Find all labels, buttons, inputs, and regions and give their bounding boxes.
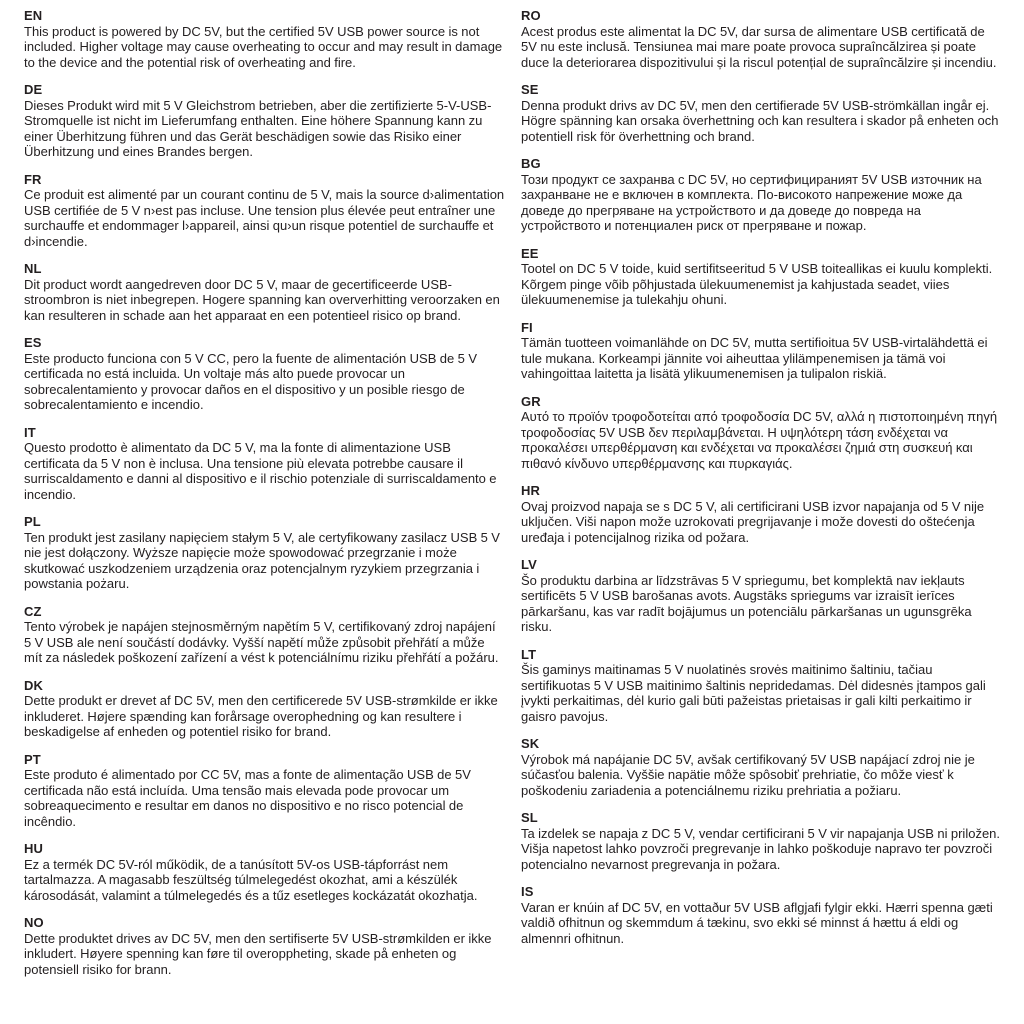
language-text-de: Dieses Produkt wird mit 5 V Gleichstrom betrieben, aber die zertifizierte 5-V-USB-Stromquelle ist nicht im Lieferumfang enthalten. Eine höhere Spannung kann zu einer Überhitzung führen und das Gerät beschädigen sowie das Risiko einer Überhitzung und eines Brandes bergen. bbox=[24, 97, 492, 159]
language-section-fi bbox=[521, 320, 1002, 382]
language-code-lv: LV bbox=[521, 557, 537, 572]
language-code-se: SE bbox=[521, 82, 539, 97]
language-section-ee bbox=[521, 246, 1002, 308]
language-section-en bbox=[24, 8, 505, 70]
language-code-no: NO bbox=[24, 915, 44, 930]
language-code-fi: FI bbox=[521, 319, 533, 335]
language-code-it: IT bbox=[24, 424, 36, 440]
language-section-pl bbox=[24, 514, 505, 592]
language-text-sl: Ta izdelek se napaja z DC 5 V, vendar certificirani 5 V vir napajanja USB ni priložen. Višja napetost lahko povzroči pregrevanje in lahko poškoduje napravo ter povzroči potencialno nevarnost pregrevanja in požara. bbox=[521, 825, 1001, 872]
language-text-is: Varan er knúin af DC 5V, en vottaður 5V USB aflgjafi fylgir ekki. Hærri spenna gæti valdið ofhitnun og skemmdum á tækinu, svo ekki sé minnst á hættu á eldi og almennri ofhitnun. bbox=[521, 899, 993, 946]
language-text-no: Dette produktet drives av DC 5V, men den sertifiserte 5V USB-strømkilden er ikke inkludert. Høyere spenning kan føre til overoppheting, skade på enheten og potensiell risiko for brann. bbox=[24, 930, 492, 977]
language-section-cz bbox=[24, 604, 505, 666]
language-section-nl bbox=[24, 261, 505, 323]
language-text-nl: Dit product wordt aangedreven door DC 5 V, maar de gecertificeerde USB-stroombron is niet inbegrepen. Hogere spanning kan oververhitting veroorzaken en kan resulteren in schade aan het apparaat en een potentieel risico op brand. bbox=[24, 276, 500, 323]
language-section-hu bbox=[24, 841, 505, 903]
language-section-pt bbox=[24, 752, 505, 830]
language-section-hr bbox=[521, 483, 1002, 545]
language-section-no bbox=[24, 915, 505, 977]
language-code-fr: FR bbox=[24, 171, 42, 187]
language-section-it bbox=[24, 425, 505, 503]
language-code-pl: PL bbox=[24, 514, 41, 529]
language-code-cz: CZ bbox=[24, 603, 42, 619]
language-text-ee: Tootel on DC 5 V toide, kuid sertifitseeritud 5 V USB toiteallikas ei kuulu komplekti. Kõrgem pinge võib põhjustada ülekuumenemist ja kahjustada seadet, viies ülekuumenemise ja tulekahju ohuni. bbox=[521, 261, 993, 307]
language-code-sk: SK bbox=[521, 736, 540, 751]
language-code-lt: LT bbox=[521, 646, 537, 662]
language-text-lv: Šo produktu darbina ar līdzstrāvas 5 V spriegumu, bet komplektā nav iekļauts sertificēts 5 V USB barošanas avots. Augstāks spriegums var izraisīt ierīces pārkaršanu, kas var radīt bojājumus un potenciālu pārkaršanas un ugunsgrēka risku. bbox=[521, 572, 972, 634]
language-text-pt: Este produto é alimentado por CC 5V, mas a fonte de alimentação USB de 5V certificada não está incluída. Uma tensão mais elevada pode provocar um sobreaquecimento e resultar em danos no dispositivo e no risco potencial de incêndio. bbox=[24, 767, 471, 829]
language-text-it: Questo prodotto è alimentato da DC 5 V, ma la fonte di alimentazione USB certificata da 5 V non è inclusa. Una tensione più elevata potrebbe causare il surriscaldamento e danni al dispositivo e il rischio potenziale di surriscaldamento e incendio. bbox=[24, 440, 497, 502]
language-section-is bbox=[521, 884, 1002, 946]
language-text-fr: Ce produit est alimenté par un courant continu de 5 V, mais la source d›alimentation USB certifiée de 5 V n›est pas incluse. Une tension plus élevée peut entraîner une surchauffe et endommager l›appareil, ainsi qu›un risque potentiel de surchauffe et d›incendie. bbox=[24, 187, 505, 249]
language-code-pt: PT bbox=[24, 751, 41, 767]
language-section-lt bbox=[521, 647, 1002, 725]
language-code-hr: HR bbox=[521, 483, 540, 498]
left-column bbox=[24, 8, 505, 1018]
language-code-hu: HU bbox=[24, 841, 43, 856]
language-code-de: DE bbox=[24, 82, 43, 97]
language-section-se bbox=[521, 82, 1002, 144]
language-text-en: This product is powered by DC 5V, but the certified 5V USB power source is not included. Higher voltage may cause overheating to occur and may result in damage to the device and the potential risk of overheating and fire. bbox=[24, 23, 503, 70]
language-text-cz: Tento výrobek je napájen stejnosměrným napětím 5 V, certifikovaný zdroj napájení 5 V USB ale není součástí dodávky. Vyšší napětí může způsobit přehřátí a může mít za následek poškození zařízení a vést k potenciálnímu riziku přehřátí a požáru. bbox=[24, 619, 499, 665]
language-code-gr: GR bbox=[521, 393, 541, 409]
language-code-ro: RO bbox=[521, 8, 541, 23]
language-section-ro bbox=[521, 8, 1002, 70]
language-text-gr: Αυτό το προϊόν τροφοδοτείται από τροφοδοσία DC 5V, αλλά η πιστοποιημένη πηγή τροφοδοσίας 5V USB δεν περιλαμβάνεται. Η υψηλότερη τάση ενδέχεται να προκαλέσει υπερθέρμανση και ενδέχεται να προκαλέσει ζημιά στη συσκευή και πιθανό κίνδυνο υπερθέρμανσης και πυρκαγιάς. bbox=[521, 409, 998, 471]
language-text-se: Denna produkt drivs av DC 5V, men den certifierade 5V USB-strömkällan ingår ej. Högre spänning kan orsaka överhettning och kan resultera i skador på enheten och potentiell risk för överhettning och brand. bbox=[521, 97, 999, 144]
right-column bbox=[521, 8, 1002, 1018]
language-code-en: EN bbox=[24, 8, 43, 23]
language-text-fi: Tämän tuotteen voimanlähde on DC 5V, mutta sertifioitua 5V USB-virtalähdettä ei tule mukana. Korkeampi jännite voi aiheuttaa ylilämpenemisen ja tämä voi vahingoittaa laitetta ja lisätä ylikuumenemisen ja tulipalon riskiä. bbox=[521, 335, 988, 381]
language-text-pl: Ten produkt jest zasilany napięciem stałym 5 V, ale certyfikowany zasilacz USB 5 V nie jest dołączony. Wyższe napięcie może spowodować przegrzanie i może skutkować uszkodzeniem urządzenia oraz potencjalnym ryzykiem przegrzania i powstania pożaru. bbox=[24, 529, 500, 591]
language-section-fr bbox=[24, 172, 505, 250]
language-text-dk: Dette produkt er drevet af DC 5V, men den certificerede 5V USB-strømkilde er ikke inkluderet. Højere spænding kan forårsage overophedning og kan resultere i beskadigelse af enheden og potentiel risiko for brand. bbox=[24, 693, 498, 739]
language-text-ro: Acest produs este alimentat la DC 5V, dar sursa de alimentare USB certificată de 5V nu este inclusă. Tensiunea mai mare poate provoca supraîncălzirea și poate duce la deteriorarea dispozitivului și la riscul potențial de supraîncălzire și incendiu. bbox=[521, 23, 997, 70]
language-text-sk: Výrobok má napájanie DC 5V, avšak certifikovaný 5V USB napájací zdroj nie je súčasťou balenia. Vyššie napätie môže spôsobiť prehriatie, čo môže viesť k poškodeniu zariadenia a potenciálnemu riziku prehriatia a požiaru. bbox=[521, 751, 975, 798]
language-code-nl: NL bbox=[24, 261, 42, 276]
language-code-dk: DK bbox=[24, 677, 43, 693]
language-section-de bbox=[24, 82, 505, 160]
language-section-dk bbox=[24, 678, 505, 740]
language-text-hu: Ez a termék DC 5V-ról működik, de a tanúsított 5V-os USB-tápforrást nem tartalmazza. A magasabb feszültség túlmelegedést okozhat, ami a készülék károsodását, valamint a túlmelegedés és a tűz esetleges kockázatát okozhatja. bbox=[24, 856, 478, 903]
language-section-es bbox=[24, 335, 505, 413]
language-code-is: IS bbox=[521, 884, 534, 899]
language-text-lt: Šis gaminys maitinamas 5 V nuolatinės srovės maitinimo šaltiniu, tačiau sertifikuotas 5 V USB maitinimo šaltinis nepridedamas. Dėl didesnės įtampos gali įvykti perkaitimas, dėl kurio gali būti pažeistas prietaisas ir gali kilti perkaitimo ir gaisro pavojus. bbox=[521, 662, 986, 724]
language-text-bg: Този продукт се захранва с DC 5V, но сертифицираният 5V USB източник на захранване не е включен в комплекта. По-високото напрежение може да доведе до прегряване на устройството и да доведе до повреда на устройството и потенциален риск от прегряване и пожар. bbox=[521, 171, 982, 233]
language-text-hr: Ovaj proizvod napaja se s DC 5 V, ali certificirani USB izvor napajanja od 5 V nije uključen. Viši napon može uzrokovati pregrijavanje i može dovesti do oštećenja uređaja i potencijalnog rizika od požara. bbox=[521, 498, 985, 545]
language-section-sl bbox=[521, 810, 1002, 872]
language-section-lv bbox=[521, 557, 1002, 635]
language-code-sl: SL bbox=[521, 810, 538, 825]
language-section-bg bbox=[521, 156, 1002, 234]
language-code-ee: EE bbox=[521, 245, 539, 261]
language-code-es: ES bbox=[24, 335, 42, 350]
language-text-es: Este producto funciona con 5 V CC, pero la fuente de alimentación USB de 5 V certificada no está incluida. Un voltaje más alto puede provocar un sobrecalentamiento y provocar daños en el dispositivo y un posible riesgo de sobrecalentamiento e incendio. bbox=[24, 350, 477, 412]
language-section-gr bbox=[521, 394, 1002, 472]
language-section-sk bbox=[521, 736, 1002, 798]
language-code-bg: BG bbox=[521, 156, 541, 171]
